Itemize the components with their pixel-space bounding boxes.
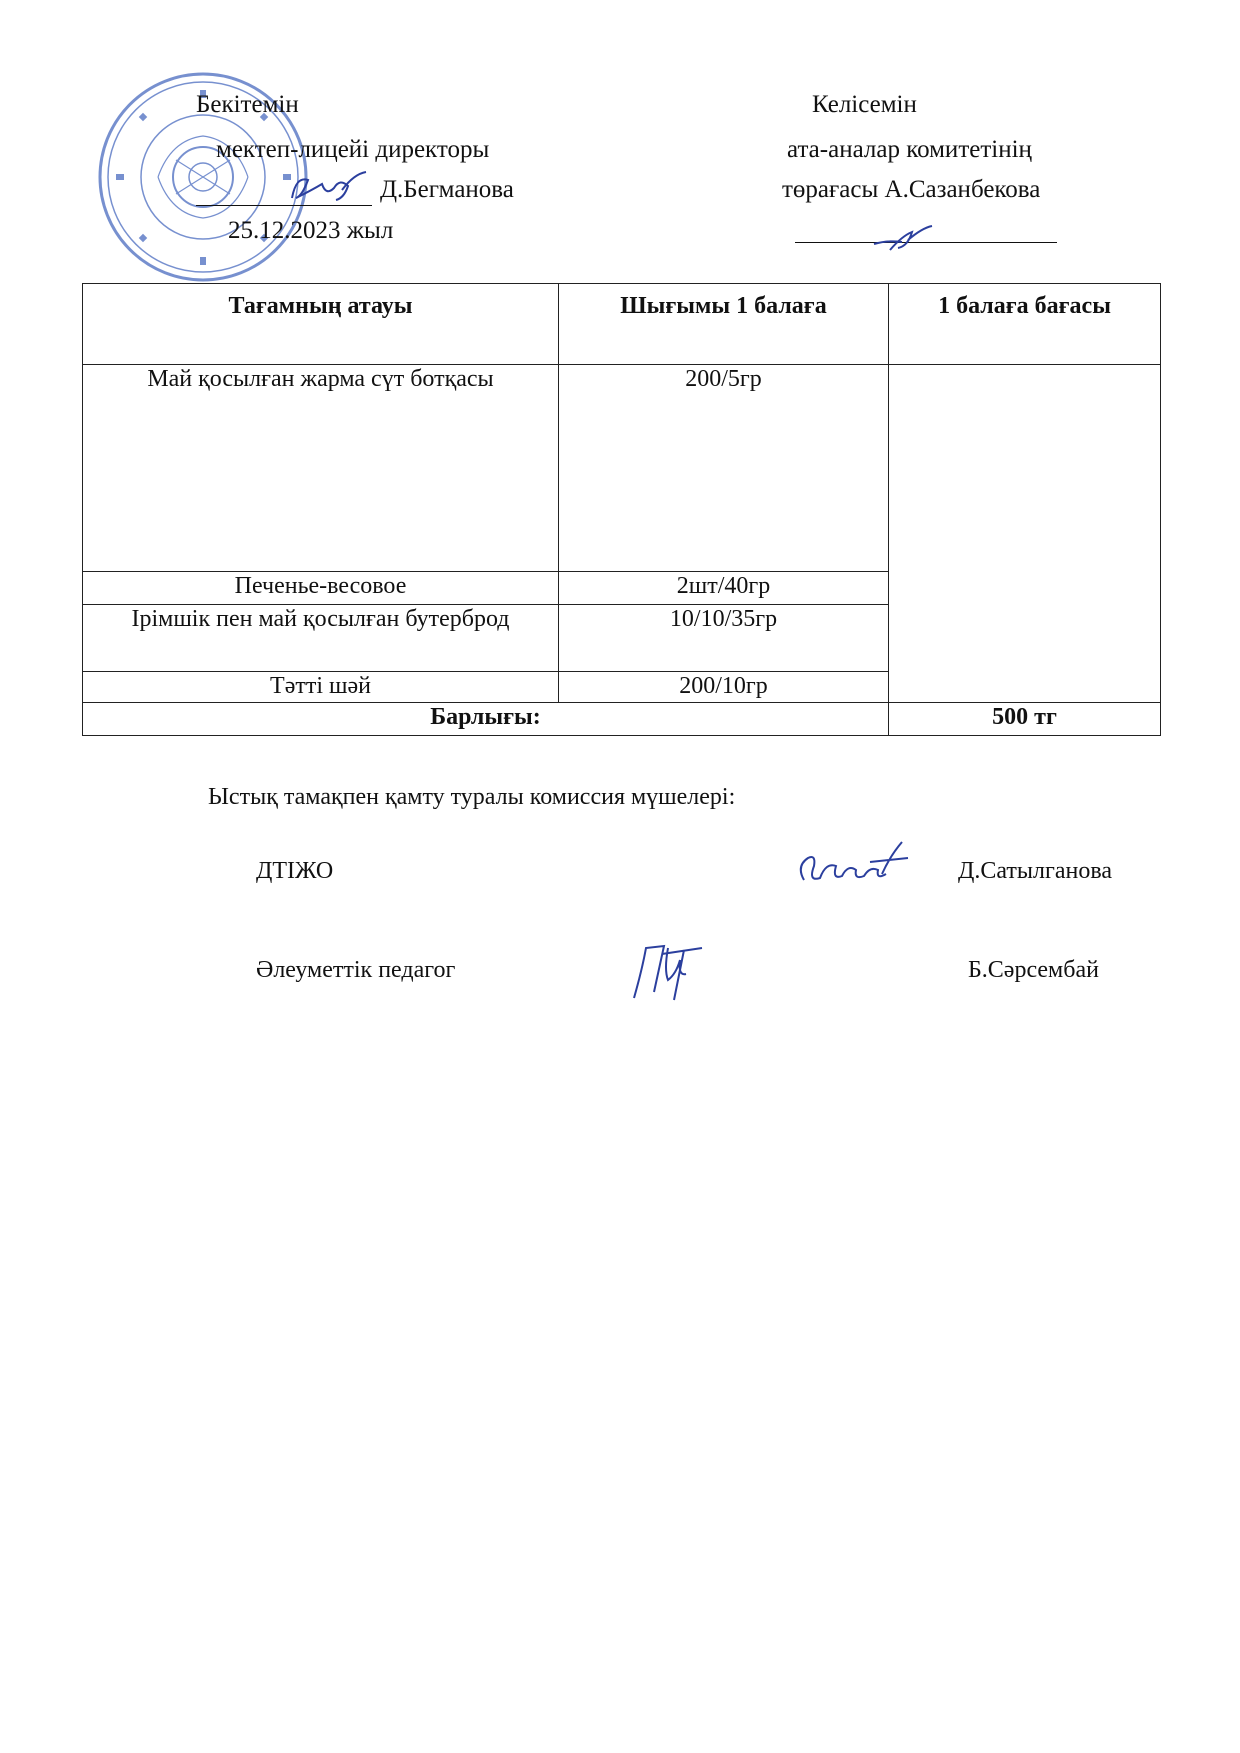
approval-name: Д.Бегманова bbox=[380, 176, 514, 203]
dish-name: Май қосылған жарма сүт ботқасы bbox=[83, 365, 559, 572]
table-row bbox=[83, 365, 1161, 572]
dish-yield: 200/5гр bbox=[559, 365, 889, 572]
member-role: ДТІЖО bbox=[256, 858, 334, 884]
header-price: 1 балаға бағасы bbox=[889, 284, 1161, 365]
approval-position: мектеп-лицейі директоры bbox=[216, 136, 490, 163]
dish-name: Печенье-весовое bbox=[83, 572, 559, 605]
member-role: Әлеуметтік педагог bbox=[256, 957, 456, 983]
committee-signature-icon bbox=[868, 222, 938, 258]
member-name: Б.Сәрсембай bbox=[968, 957, 1099, 983]
member-signature-icon bbox=[628, 930, 708, 1005]
agreement-title: Келісемін bbox=[812, 91, 917, 118]
member-signature-icon bbox=[790, 836, 920, 896]
member-name: Д.Сатылганова bbox=[958, 858, 1113, 884]
table-total-row bbox=[83, 703, 1161, 736]
dish-yield: 200/10гр bbox=[559, 672, 889, 703]
dish-name: Тәтті шәй bbox=[83, 672, 559, 703]
table-header-row bbox=[83, 284, 1161, 365]
director-signature-icon bbox=[282, 168, 372, 208]
dish-yield: 2шт/40гр bbox=[559, 572, 889, 605]
agreement-name: төрағасы А.Сазанбекова bbox=[782, 176, 1041, 203]
total-value: 500 тг bbox=[889, 703, 1161, 736]
approval-title: Бекітемін bbox=[196, 91, 299, 118]
dish-name: Ірімшік пен май қосылған бутерброд bbox=[83, 605, 559, 672]
total-label: Барлығы: bbox=[83, 703, 889, 736]
approval-date: 25.12.2023 жыл bbox=[228, 217, 394, 244]
commission-title: Ыстық тамақпен қамту туралы комиссия мүшелері: bbox=[208, 784, 736, 810]
price-cell bbox=[889, 365, 1161, 703]
dish-yield: 10/10/35гр bbox=[559, 605, 889, 672]
agreement-position: ата-аналар комитетінің bbox=[787, 136, 1032, 163]
menu-table bbox=[82, 283, 1161, 736]
header-yield: Шығымы 1 балаға bbox=[559, 284, 889, 365]
header-dish-name: Тағамның атауы bbox=[83, 284, 559, 365]
